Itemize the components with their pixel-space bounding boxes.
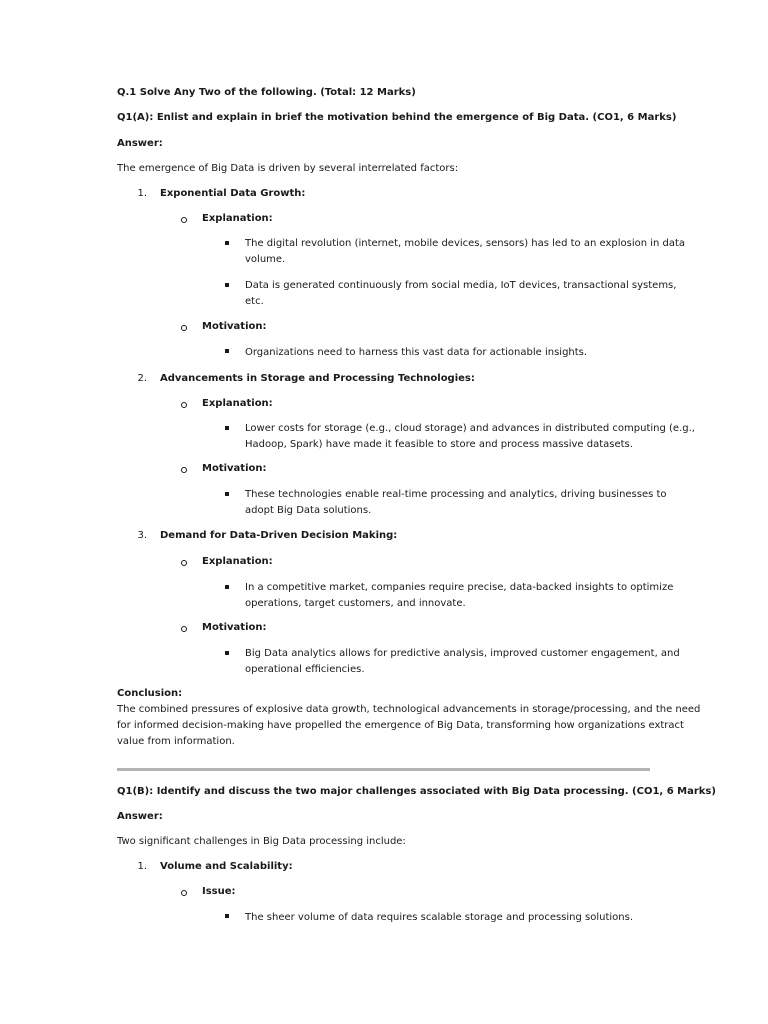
bullet-text: etc. <box>245 296 264 307</box>
hollow-circle-bullet-icon <box>181 560 187 566</box>
bullet-text: Lower costs for storage (e.g., cloud storage) and advances in distributed computing (e.g., <box>245 423 695 434</box>
hollow-circle-bullet-icon <box>181 890 187 896</box>
question-1b-title: Q1(B): Identify and discuss the two major challenges associated with Big Data processing. (CO1, 6 Marks) <box>117 786 716 797</box>
answer-label: Answer: <box>117 811 163 822</box>
motivation-label: Motivation: <box>202 321 267 332</box>
bullet-text: adopt Big Data solutions. <box>245 505 372 516</box>
conclusion-text: value from information. <box>117 736 235 747</box>
bullet-text: volume. <box>245 254 286 265</box>
bullet-text: Data is generated continuously from social media, IoT devices, transactional systems, <box>245 280 677 291</box>
bullet-text: The sheer volume of data requires scalable storage and processing solutions. <box>245 912 634 923</box>
list-number: 1. <box>137 188 147 199</box>
square-bullet-icon <box>225 585 229 589</box>
bullet-text: Organizations need to harness this vast data for actionable insights. <box>245 347 588 358</box>
conclusion-text: for informed decision-making have propelled the emergence of Big Data, transforming how organizations extract <box>117 720 684 731</box>
bullet-text: Big Data analytics allows for predictive analysis, improved customer engagement, and <box>245 648 680 659</box>
question-1a-title: Q1(A): Enlist and explain in brief the motivation behind the emergence of Big Data. (CO1, 6 Marks) <box>117 112 677 123</box>
list-number: 3. <box>137 530 147 541</box>
bullet-text: These technologies enable real-time processing and analytics, driving businesses to <box>245 489 667 500</box>
conclusion-text: The combined pressures of explosive data growth, technological advancements in storage/processing, and the need <box>117 704 701 715</box>
explanation-label: Explanation: <box>202 398 273 409</box>
list-number: 1. <box>137 861 147 872</box>
explanation-label: Explanation: <box>202 556 273 567</box>
answer-intro: Two significant challenges in Big Data processing include: <box>117 836 406 847</box>
issue-label: Issue: <box>202 886 236 897</box>
explanation-label: Explanation: <box>202 213 273 224</box>
question-header: Q.1 Solve Any Two of the following. (Total: 12 Marks) <box>117 87 416 98</box>
list-item-title: Volume and Scalability: <box>160 861 293 872</box>
section-divider <box>117 768 650 771</box>
bullet-text: Hadoop, Spark) have made it feasible to store and process massive datasets. <box>245 439 633 450</box>
hollow-circle-bullet-icon <box>181 325 187 331</box>
list-item-title: Exponential Data Growth: <box>160 188 306 199</box>
bullet-text: operational efficiencies. <box>245 664 365 675</box>
square-bullet-icon <box>225 349 229 353</box>
motivation-label: Motivation: <box>202 463 267 474</box>
square-bullet-icon <box>225 651 229 655</box>
square-bullet-icon <box>225 283 229 287</box>
square-bullet-icon <box>225 241 229 245</box>
list-item-title: Advancements in Storage and Processing Technologies: <box>160 373 475 384</box>
hollow-circle-bullet-icon <box>181 467 187 473</box>
hollow-circle-bullet-icon <box>181 217 187 223</box>
bullet-text: The digital revolution (internet, mobile devices, sensors) has led to an explosion in data <box>245 238 686 249</box>
answer-intro: The emergence of Big Data is driven by several interrelated factors: <box>117 163 459 174</box>
answer-label: Answer: <box>117 138 163 149</box>
conclusion-label: Conclusion: <box>117 688 183 699</box>
hollow-circle-bullet-icon <box>181 626 187 632</box>
hollow-circle-bullet-icon <box>181 402 187 408</box>
square-bullet-icon <box>225 426 229 430</box>
square-bullet-icon <box>225 914 229 918</box>
list-number: 2. <box>137 373 147 384</box>
motivation-label: Motivation: <box>202 622 267 633</box>
list-item-title: Demand for Data-Driven Decision Making: <box>160 530 398 541</box>
square-bullet-icon <box>225 492 229 496</box>
bullet-text: In a competitive market, companies require precise, data-backed insights to optimize <box>245 582 674 593</box>
bullet-text: operations, target customers, and innovate. <box>245 598 466 609</box>
